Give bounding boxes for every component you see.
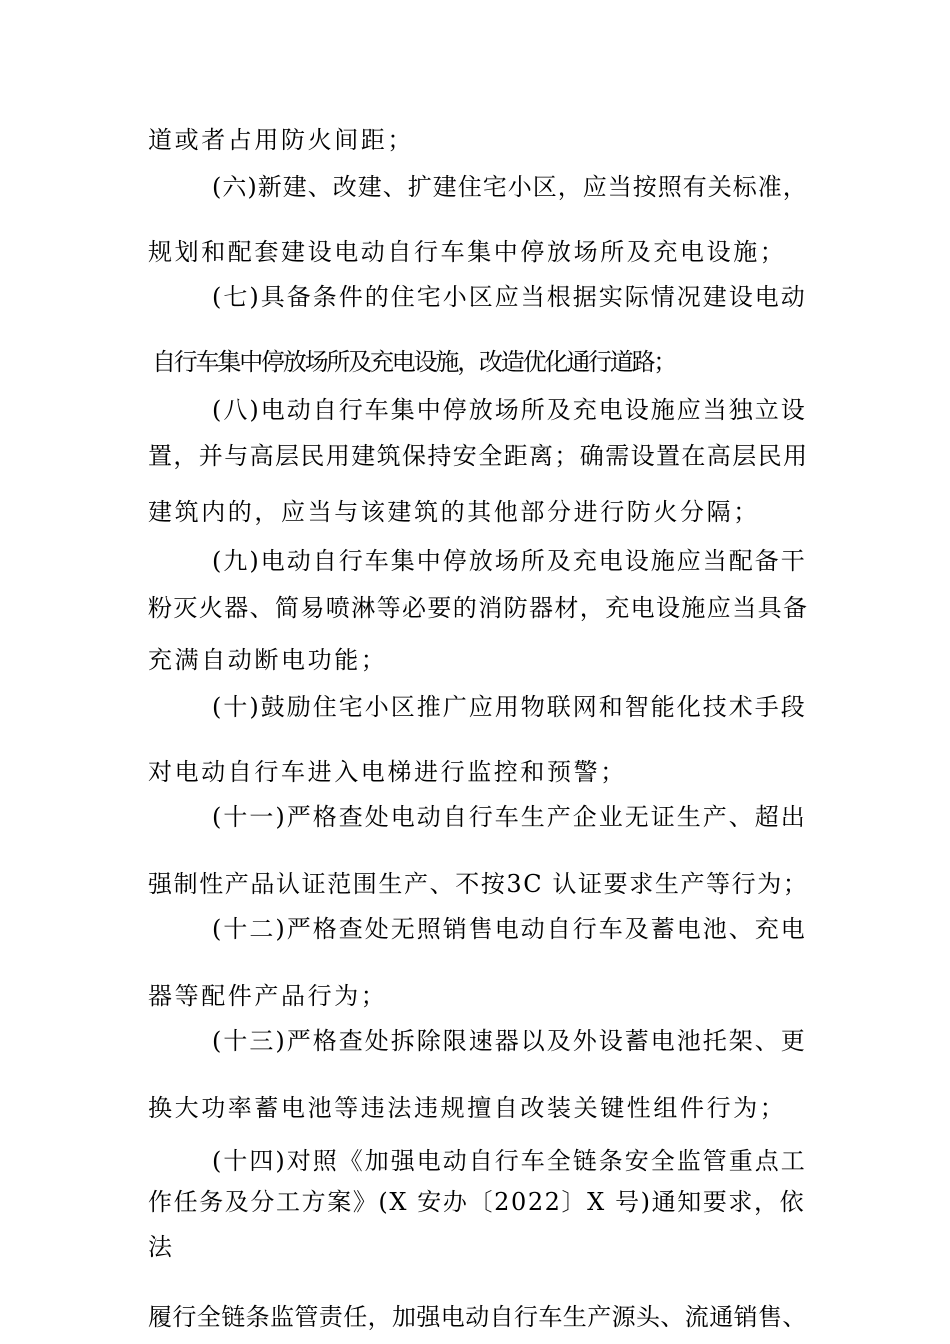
text-line: (十四)对照《加强电动自行车全链条安全监管重点工 bbox=[212, 1147, 807, 1175]
text-line: 器等配件产品行为； bbox=[148, 982, 388, 1010]
text-line: (七)具备条件的住宅小区应当根据实际情况建设电动 bbox=[212, 283, 807, 311]
text-line: (十三)严格查处拆除限速器以及外设蓄电池托架、更 bbox=[212, 1027, 807, 1055]
text-line: (十)鼓励住宅小区推广应用物联网和智能化技术手段 bbox=[212, 693, 807, 721]
text-line: 自行车集中停放场所及充电设施，改造优化通行道路； bbox=[152, 348, 676, 376]
text-line: (九)电动自行车集中停放场所及充电设施应当配备干 bbox=[212, 547, 807, 575]
text-line: 换大功率蓄电池等违法违规擅自改装关键性组件行为； bbox=[148, 1094, 787, 1122]
text-line: 作任务及分工方案》(X 安办〔2022〕X 号)通知要求，依 bbox=[148, 1188, 806, 1216]
text-line: 强制性产品认证范围生产、不按3C 认证要求生产等行为； bbox=[148, 870, 809, 898]
text-line: 粉灭火器、简易喷淋等必要的消防器材，充电设施应当具备 bbox=[148, 594, 809, 622]
text-line: 道或者占用防火间距； bbox=[148, 126, 414, 154]
text-line: 法 bbox=[148, 1233, 175, 1261]
text-line: 对电动自行车进入电梯进行监控和预警； bbox=[148, 758, 627, 786]
text-line: (十一)严格查处电动自行车生产企业无证生产、超出 bbox=[212, 803, 807, 831]
text-line: (八)电动自行车集中停放场所及充电设施应当独立设 bbox=[212, 396, 807, 424]
text-line: 履行全链条监管责任，加强电动自行车生产源头、流通销售、 bbox=[148, 1303, 807, 1331]
text-line: 建筑内的，应当与该建筑的其他部分进行防火分隔； bbox=[148, 498, 760, 526]
text-line: 充满自动断电功能； bbox=[148, 646, 388, 674]
text-line: 规划和配套建设电动自行车集中停放场所及充电设施； bbox=[148, 238, 787, 266]
text-line: (十二)严格查处无照销售电动自行车及蓄电池、充电 bbox=[212, 915, 807, 943]
text-line: (六)新建、改建、扩建住宅小区，应当按照有关标准， bbox=[212, 173, 808, 201]
text-line: 置，并与高层民用建筑保持安全距离；确需设置在高层民用 bbox=[148, 442, 809, 470]
